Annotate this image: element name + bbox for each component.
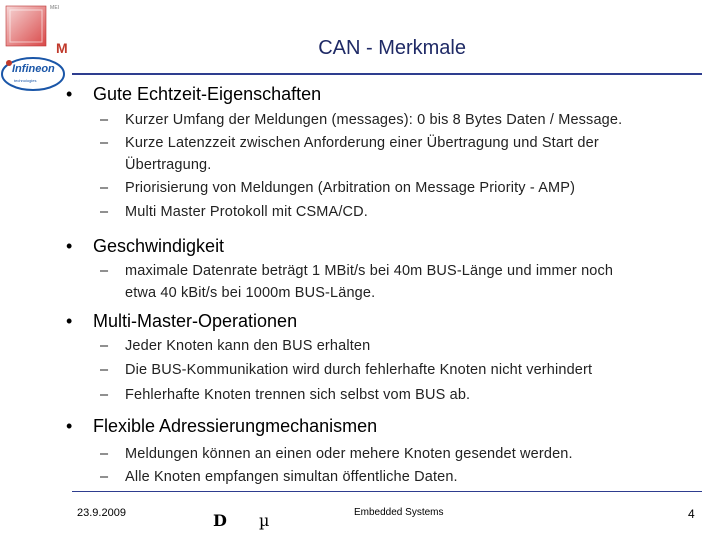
footer-initial: D (213, 511, 227, 530)
section-heading-text: Flexible Adressierungmechanismen (93, 416, 378, 436)
dash-icon: – (100, 338, 109, 354)
section-heading-text: Geschwindigkeit (93, 236, 225, 256)
list-item-text: Kurzer Umfang der Meldungen (messages): 0 bis 8 Bytes Daten / Message. (125, 112, 623, 128)
logo-org-label: MEI (50, 5, 60, 11)
footer-symbol: µ (259, 511, 270, 530)
dash-icon: – (100, 263, 109, 279)
logo-mark-letter: M (56, 40, 68, 56)
logo-tagline: technologies (14, 78, 37, 83)
dash-icon: – (100, 112, 109, 128)
bullet-icon: • (66, 84, 73, 104)
dash-icon: – (100, 204, 109, 220)
slide-title: CAN - Merkmale (318, 37, 466, 59)
dash-icon: – (100, 362, 109, 378)
list-item-text: Übertragung. (125, 157, 212, 173)
bullet-icon: • (66, 236, 73, 256)
list-item-text: Kurze Latenzzeit zwischen Anforderung einer Übertragung und Start der (125, 135, 599, 151)
section-heading-text: Multi-Master-Operationen (93, 311, 298, 331)
footer-org: Embedded Systems (354, 507, 444, 518)
footer-divider (72, 491, 702, 492)
list-item-text: Alle Knoten empfangen simultan öffentliche Daten. (125, 469, 458, 485)
bullet-icon: • (66, 311, 73, 331)
footer-date: 23.9.2009 (77, 507, 126, 519)
dash-icon: – (100, 446, 109, 462)
dash-icon: – (100, 469, 109, 485)
list-item-text: etwa 40 kBit/s bei 1000m BUS-Länge. (125, 285, 376, 301)
bullet-icon: • (66, 416, 73, 436)
list-item-text: Jeder Knoten kann den BUS erhalten (125, 338, 371, 354)
title-divider (72, 73, 702, 75)
list-item-text: maximale Datenrate beträgt 1 MBit/s bei 40m BUS-Länge und immer noch (125, 263, 614, 279)
list-item-text: Fehlerhafte Knoten trennen sich selbst vom BUS ab. (125, 387, 471, 403)
logo-brand: Infineon (12, 63, 55, 75)
dash-icon: – (100, 387, 109, 403)
dash-icon: – (100, 135, 109, 151)
list-item-text: Priorisierung von Meldungen (Arbitration on Message Priority - AMP) (125, 180, 576, 196)
dash-icon: – (100, 180, 109, 196)
logo (0, 0, 72, 96)
list-item-text: Multi Master Protokoll mit CSMA/CD. (125, 204, 368, 220)
page-number: 4 (688, 507, 695, 521)
list-item-text: Meldungen können an einen oder mehere Knoten gesendet werden. (125, 446, 573, 462)
list-item-text: Die BUS-Kommunikation wird durch fehlerhafte Knoten nicht verhindert (125, 362, 593, 378)
section-heading-text: Gute Echtzeit-Eigenschaften (93, 84, 322, 104)
